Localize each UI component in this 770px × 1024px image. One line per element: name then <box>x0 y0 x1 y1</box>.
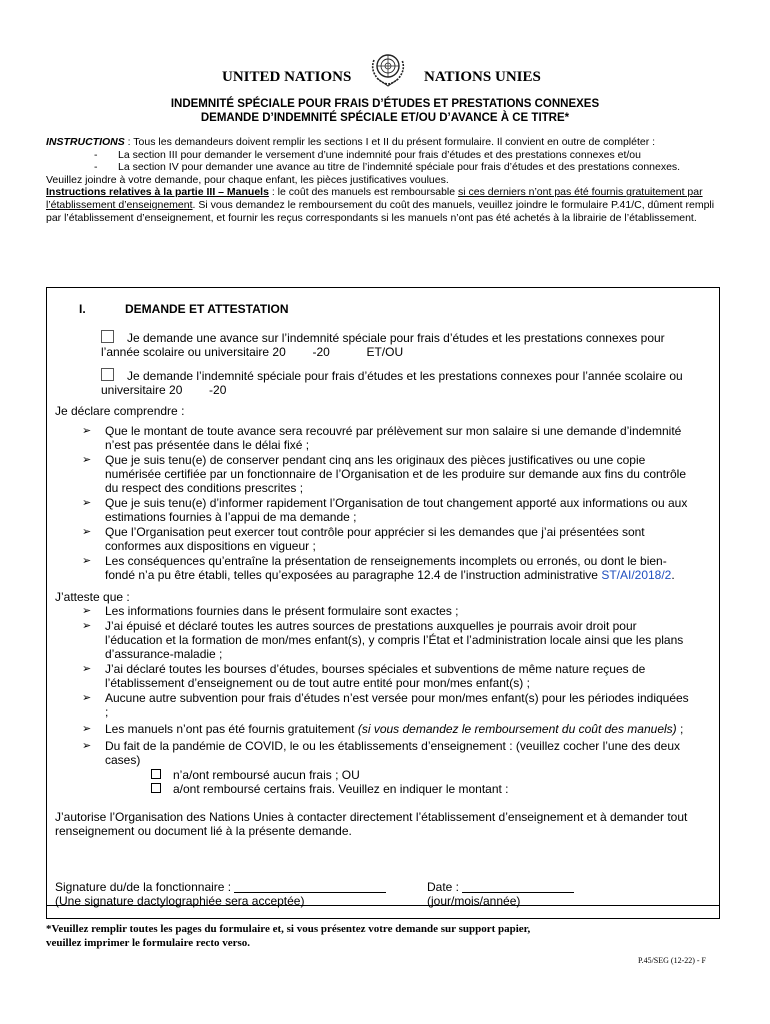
covid-options <box>55 768 695 796</box>
arrow-bullet-icon: ➢ <box>82 723 92 735</box>
list-item: ➢ J’ai épuisé et déclaré toutes les autres sources de prestations auxquelles je pourrais avoir droit pour l’éducation et la formation de mon/mes enfant(s), y compris l’État et l’administration locale ainsi que les plans d’assurance-maladie ; <box>82 619 684 661</box>
arrow-bullet-icon: ➢ <box>82 740 92 752</box>
arrow-bullet-icon: ➢ <box>82 692 92 704</box>
instructions-item: - La section IV pour demander une avance au titre de l’indemnité spéciale pour frais d’études et des prestations connexes. <box>94 161 681 174</box>
request-grant-text: Je demande l’indemnité spéciale pour frais d’études et les prestations connexes pour l’année scolaire ou universitaire 20 -20 <box>101 369 687 397</box>
arrow-bullet-icon: ➢ <box>82 497 92 509</box>
list-item: ➢ J’ai déclaré toutes les bourses d’études, bourses spéciales et subventions de même nature reçues de l’établissement d’enseignement ou de tout autre entité pour mon/mes enfant(s) ; <box>82 662 646 690</box>
arrow-bullet-icon: ➢ <box>82 555 92 567</box>
list-item: ➢ Les conséquences qu’entraîne la présentation de renseignements incomplets ou erronés, ou dont le bien-fondé n’a pu être établi, telles qu’exposées au paragraphe 12.4 de l’instruction administrative ST/AI/2018/2. <box>82 554 675 582</box>
instructions-manuals: Instructions relatives à la partie III – Manuels : le coût des manuels est remboursable si ces derniers n’ont pas été fournis gratuitement par l’établissement d’enseignement. Si vous demandez le remboursement du coût des manuels, veuillez joindre le formulaire P.41/C, dûment rempli par l’établissement d’enseignement, et fournir les reçus correspondants si les manuels n’ont pas été achetés à la librairie de l’établissement. <box>46 186 715 224</box>
list-item: ➢ Aucune autre subvention pour frais d’études n’est versée pour mon/mes enfant(s) pour les périodes indiquées ; <box>82 691 689 719</box>
attest-intro: J’atteste que : <box>55 590 130 604</box>
st-ai-link[interactable]: ST/AI/2018/2 <box>601 568 672 582</box>
form-reference: P.45/SEG (12-22) - F <box>638 956 707 965</box>
footer-note-line2: veuillez imprimer le formulaire recto verso. <box>46 937 251 949</box>
footer-note <box>46 922 530 950</box>
header-united-nations: UNITED NATIONS <box>222 69 352 85</box>
instructions-attach: Veuillez joindre à votre demande, pour chaque enfant, les pièces justificatives voulues. <box>46 173 449 186</box>
section-1-box <box>46 287 720 919</box>
declare-list <box>55 424 695 582</box>
list-item: ➢ Que le montant de toute avance sera recouvré par prélèvement sur mon salaire si une demande d’indemnité n’est pas présentée dans le délai fixé ; <box>82 424 682 452</box>
list-item: ➢ Les informations fournies dans le présent formulaire sont exactes ; <box>82 604 459 618</box>
list-item: ➢ Que je suis tenu(e) de conserver pendant cinq ans les originaux des pièces justificatives ou une copie numérisée certifiée par un fonctionnaire de l’Organisation et de les produire sur demande aux fins du contrôle du respect des conditions prescrites ; <box>82 453 687 495</box>
date-label: Date : <box>427 880 463 894</box>
instructions-item: - La section III pour demander le versement d’une indemnité pour frais d’études et des prestations connexes et/ou <box>94 148 641 161</box>
section-1-heading: I. DEMANDE ET ATTESTATION <box>79 302 289 316</box>
arrow-bullet-icon: ➢ <box>82 526 92 538</box>
form-title-line2: DEMANDE D’INDEMNITÉ SPÉCIALE ET/OU D’AVANCE À CE TITRE* <box>200 112 570 124</box>
signature-label: Signature du/de la fonctionnaire : <box>55 880 235 894</box>
checkbox-icon[interactable] <box>151 783 161 793</box>
arrow-bullet-icon: ➢ <box>82 663 92 675</box>
arrow-bullet-icon: ➢ <box>82 605 92 617</box>
form-title <box>0 97 770 125</box>
list-item: ➢ Les manuels n’ont pas été fournis gratuitement (si vous demandez le remboursement du coût des manuels) ; <box>82 722 684 736</box>
instructions-list <box>46 149 716 174</box>
request-advance-row <box>101 330 701 359</box>
arrow-bullet-icon: ➢ <box>82 454 92 466</box>
checkbox-icon[interactable] <box>101 368 114 381</box>
footer-note-line1: *Veuillez remplir toutes les pages du formulaire et, si vous présentez votre demande sur support papier, <box>46 923 531 935</box>
un-emblem-icon <box>366 46 410 90</box>
declare-intro: Je déclare comprendre : <box>55 404 185 418</box>
list-item: ➢ Du fait de la pandémie de COVID, le ou les établissements d’enseignement : (veuillez cocher l’une des deux cases) <box>82 739 680 767</box>
form-title-line1: INDEMNITÉ SPÉCIALE POUR FRAIS D’ÉTUDES ET PRESTATIONS CONNEXES <box>170 98 600 110</box>
checkbox-icon[interactable] <box>151 769 161 779</box>
list-item: ➢ Que l’Organisation peut exercer tout contrôle pour apprécier si les demandes que j’ai présentées sont conformes aux dispositions en vigueur ; <box>82 525 645 553</box>
date-sublabel: (jour/mois/année) <box>427 894 521 908</box>
arrow-bullet-icon: ➢ <box>82 620 92 632</box>
declare-block <box>55 404 695 838</box>
signature-block <box>55 880 695 908</box>
date-field[interactable] <box>462 892 574 893</box>
box-divider <box>46 905 720 906</box>
request-advance-text: Je demande une avance sur l’indemnité spéciale pour frais d’études et les prestations connexes pour l’année scolaire ou universitaire 20 -20 ET/OU <box>101 331 668 359</box>
attest-list <box>55 604 695 767</box>
signature-field[interactable] <box>234 892 386 893</box>
header-nations-unies: NATIONS UNIES <box>424 69 541 85</box>
checkbox-icon[interactable] <box>101 330 114 343</box>
instructions-block <box>46 136 716 224</box>
signature-sublabel: (Une signature dactylographiée sera acceptée) <box>55 894 305 908</box>
covid-option-some: a/ont remboursé certains frais. Veuillez en indiquer le montant : <box>151 782 695 796</box>
arrow-bullet-icon: ➢ <box>82 425 92 437</box>
request-grant-row <box>101 368 701 397</box>
list-item: ➢ Que je suis tenu(e) d’informer rapidement l’Organisation de tout changement apporté aux informations ou aux estimations fournies à l’appui de ma demande ; <box>82 496 688 524</box>
covid-option-none: n’a/ont remboursé aucun frais ; OU <box>151 768 695 782</box>
instructions-label: INSTRUCTIONS <box>46 136 125 148</box>
authorize-text: J’autorise l’Organisation des Nations Unies à contacter directement l’établissement d’enseignement et à demander tout renseignement ou document lié à la présente demande. <box>55 810 688 838</box>
instructions-intro: : Tous les demandeurs doivent remplir les sections I et II du présent formulaire. Il convient en outre de compléter : <box>124 136 656 148</box>
